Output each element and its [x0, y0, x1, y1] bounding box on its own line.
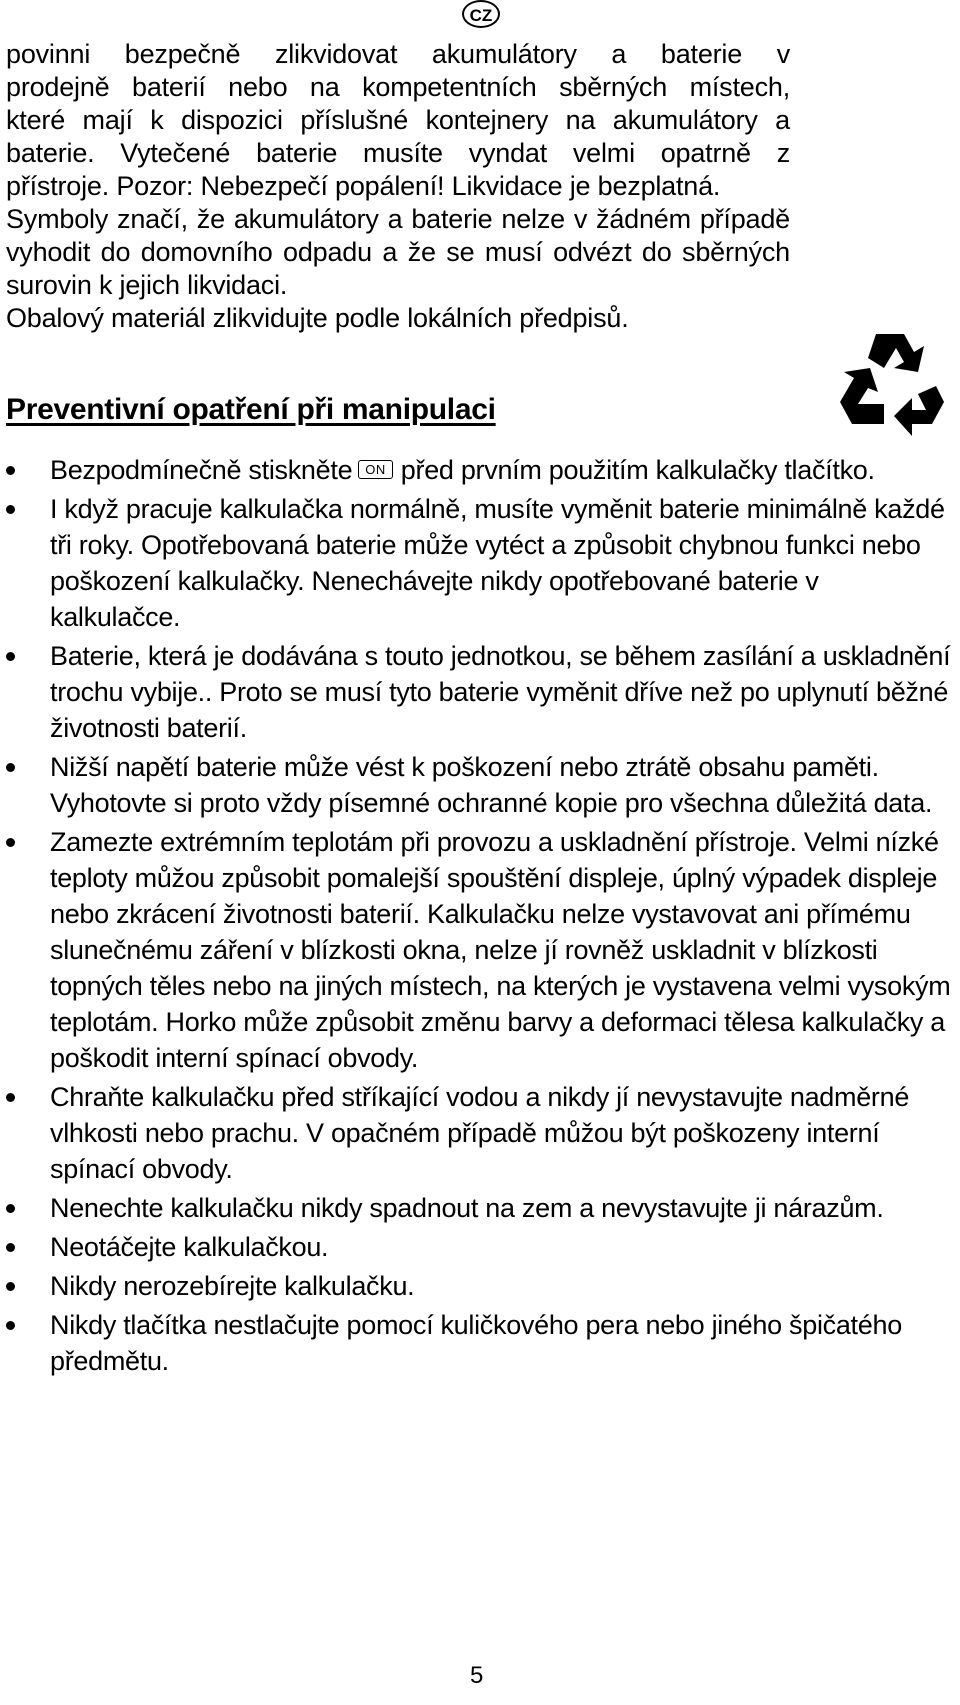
list-item — [0, 1079, 960, 1187]
bullet-icon — [6, 838, 15, 847]
list-item-text: Nikdy tlačítka nestlačujte pomocí kuličkového pera nebo jiného špičatého předmětu. — [50, 1310, 902, 1376]
symbols-note: Symboly značí, že akumulátory a baterie nelze v žádném případě vyhodit do domovního odpadu a že se musí odvézt do sběrných surovin k jejich likvidaci. — [6, 204, 790, 300]
section-title: Preventivní opatření při manipulaci — [6, 393, 496, 426]
intro-line: které mají k dispozici příslušné kontejnery na akumulátory a — [6, 105, 790, 135]
list-item — [0, 749, 960, 821]
list-item — [0, 824, 960, 1076]
bullet-icon — [6, 652, 15, 661]
list-item-text: Baterie, která je dodávána s touto jednotkou, se během zasílání a uskladnění trochu vybije.. Proto se musí tyto baterie vyměnit dříve než po uplynutí běžné životnosti baterií. — [50, 641, 951, 743]
list-item — [0, 452, 960, 488]
bullet-icon — [6, 505, 15, 514]
packaging-note: Obalový materiál zlikvidujte podle lokálních předpisů. — [6, 303, 629, 333]
list-item-text: Nižší napětí baterie může vést k poškození nebo ztrátě obsahu paměti. Vyhotovte si proto vždy písemné ochranné kopie pro všechna důležitá data. — [50, 752, 933, 818]
list-item — [0, 491, 960, 635]
list-item — [0, 1190, 960, 1226]
list-item — [0, 638, 960, 746]
list-item-text: Zamezte extrémním teplotám při provozu a uskladnění přístroje. Velmi nízké teploty můžou způsobit pomalejší spouštění displeje, úplný výpadek displeje nebo zkrácení životnosti baterií. Kalkulačku nelze vystavovat ani přímému slunečnému záření v blízkosti okna, nelze jí rovněž uskladnit v blízkosti topných těles nebo na jiných místech, na kterých je vystavena velmi vysokým teplotám. Horko může způsobit změnu barvy a deformaci tělesa kalkulačky a poškodit interní spínací obvody. — [50, 827, 951, 1073]
bullet-icon — [6, 1243, 15, 1252]
list-item-text: Nenechte kalkulačku nikdy spadnout na zem a nevystavujte ji nárazům. — [50, 1193, 884, 1223]
bullet-icon — [6, 1093, 15, 1102]
bullet-icon — [6, 1282, 15, 1291]
list-item-text: Nikdy nerozebírejte kalkulačku. — [50, 1271, 415, 1301]
precautions-list — [0, 452, 960, 1382]
list-item-text: před prvním použitím kalkulačky tlačítko. — [400, 455, 875, 485]
list-item-text: Chraňte kalkulačku před stříkající vodou a nikdy jí nevystavujte nadměrné vlhkosti nebo prachu. V opačném případě můžou být poškozeny interní spínací obvody. — [50, 1082, 910, 1184]
intro-line: baterie. Vytečené baterie musíte vyndat velmi opatrně z — [6, 138, 790, 168]
list-item-text: I když pracuje kalkulačka normálně, musíte vyměnit baterie minimálně každé tři roky. Opotřebovaná baterie může vytéct a způsobit chybnou funkci nebo poškození kalkulačky. Nenechávejte nikdy opotřebované baterie v kalkulačce. — [50, 494, 945, 632]
language-badge: CZ — [462, 0, 500, 28]
list-item — [0, 1229, 960, 1265]
bullet-icon — [6, 466, 15, 475]
intro-line: přístroje. Pozor: Nebezpečí popálení! Likvidace je bezplatná. — [6, 171, 721, 201]
list-item — [0, 1307, 960, 1379]
recycle-icon — [836, 328, 946, 436]
on-key-icon: ON — [358, 460, 393, 479]
intro-text — [6, 38, 790, 335]
list-item-text: Bezpodmínečně stiskněte — [50, 455, 353, 485]
list-item — [0, 1268, 960, 1304]
bullet-icon — [6, 1204, 15, 1213]
list-item-text: Neotáčejte kalkulačkou. — [50, 1232, 329, 1262]
intro-line: prodejně baterií nebo na kompetentních sběrných místech, — [6, 72, 790, 102]
bullet-icon — [6, 763, 15, 772]
page-number: 5 — [470, 1662, 484, 1689]
intro-line: povinni bezpečně zlikvidovat akumulátory a baterie v — [6, 39, 790, 69]
bullet-icon — [6, 1321, 15, 1330]
